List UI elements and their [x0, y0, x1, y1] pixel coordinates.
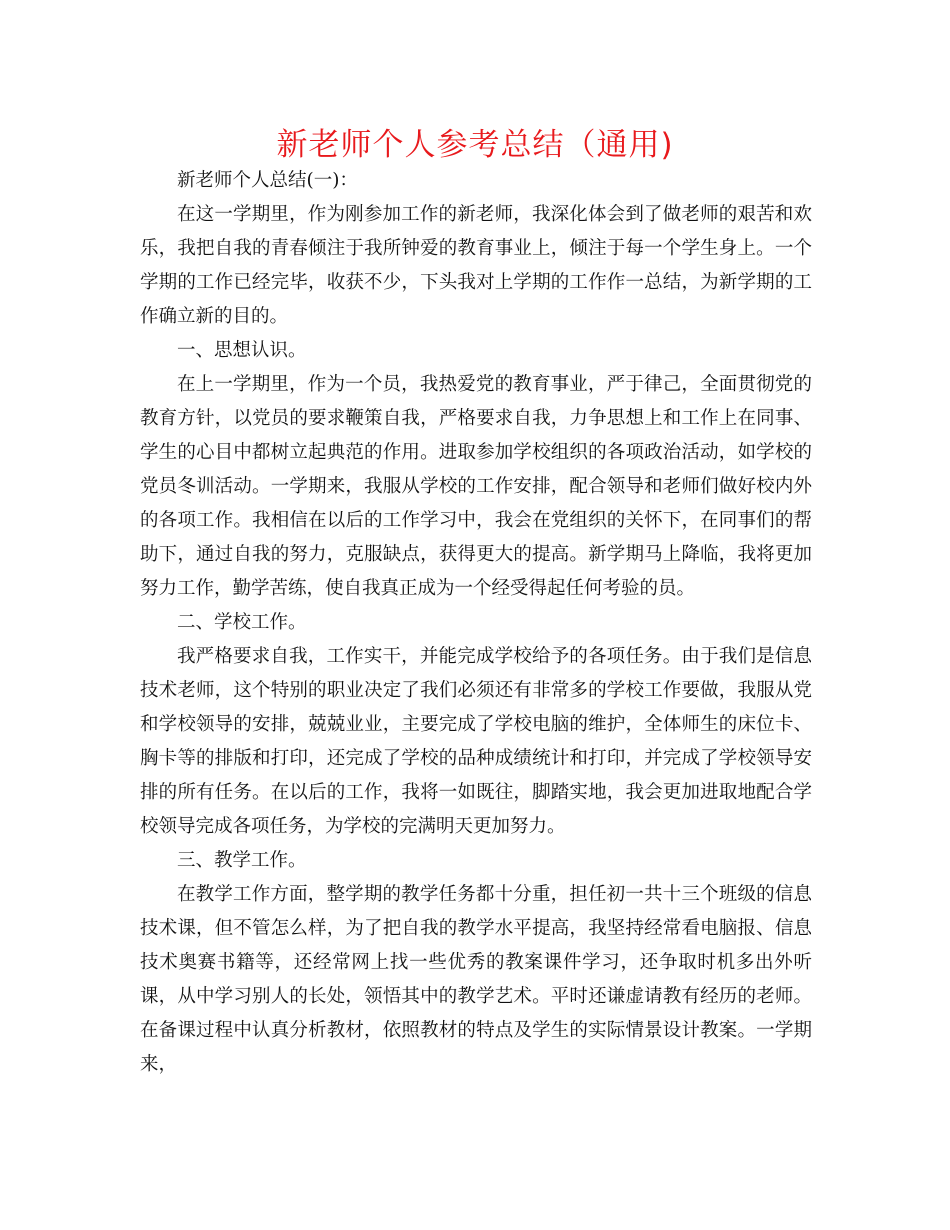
- paragraph-school-work: 我严格要求自我，工作实干，并能完成学校给予的各项任务。由于我们是信息技术老师，这个特别的职业决定了我们必须还有非常多的学校工作要做，我服从党和学校领导的安排，兢兢业业，主要完成了学校电脑的维护，全体师生的床位卡、胸卡等的排版和打印，还完成了学校的品种成绩统计和打印，并完成了学校领导安排的所有任务。在以后的工作，我将一如既往，脚踏实地，我会更加进取地配合学校领导完成各项任务，为学校的完满明天更加努力。: [140, 646, 812, 837]
- paragraph-intro-heading: 新老师个人总结(一)：: [177, 170, 358, 191]
- section-heading-school-work: 二、学校工作。: [177, 612, 307, 633]
- section-heading-thought: 一、思想认识。: [177, 340, 307, 361]
- paragraph-intro: 在这一学期里，作为刚参加工作的新老师，我深化体会到了做老师的艰苦和欢乐，我把自我的青春倾注于我所钟爱的教育事业上，倾注于每一个学生身上。一个学期的工作已经完毕，收获不少，下头我对上学期的工作作一总结，为新学期的工作确立新的目的。: [140, 204, 812, 327]
- document-title: 新老师个人参考总结（通用): [276, 127, 674, 163]
- paragraph-thought: 在上一学期里，作为一个员，我热爱党的教育事业，严于律己，全面贯彻党的教育方针，以党员的要求鞭策自我，严格要求自我，力争思想上和工作上在同事、学生的心目中都树立起典范的作用。进取参加学校组织的各项政治活动，如学校的党员冬训活动。一学期来，我服从学校的工作安排，配合领导和老师们做好校内外的各项工作。我相信在以后的工作学习中，我会在党组织的关怀下，在同事们的帮助下，通过自我的努力，克服缺点，获得更大的提高。新学期马上降临，我将更加努力工作，勤学苦练，使自我真正成为一个经受得起任何考验的员。: [140, 374, 812, 599]
- document-body: [140, 164, 812, 1082]
- paragraph-teaching: 在教学工作方面，整学期的教学任务都十分重，担任初一共十三个班级的信息技术课，但不管怎么样，为了把自我的教学水平提高，我坚持经常看电脑报、信息技术奥赛书籍等，还经常网上找一些优秀的教案课件学习，还争取时机多出外听课，从中学习别人的长处，领悟其中的教学艺术。平时还谦虚请教有经历的老师。在备课过程中认真分析教材，依照教材的特点及学生的实际情景设计教案。一学期来，: [140, 884, 812, 1075]
- section-heading-teaching: 三、教学工作。: [177, 850, 307, 871]
